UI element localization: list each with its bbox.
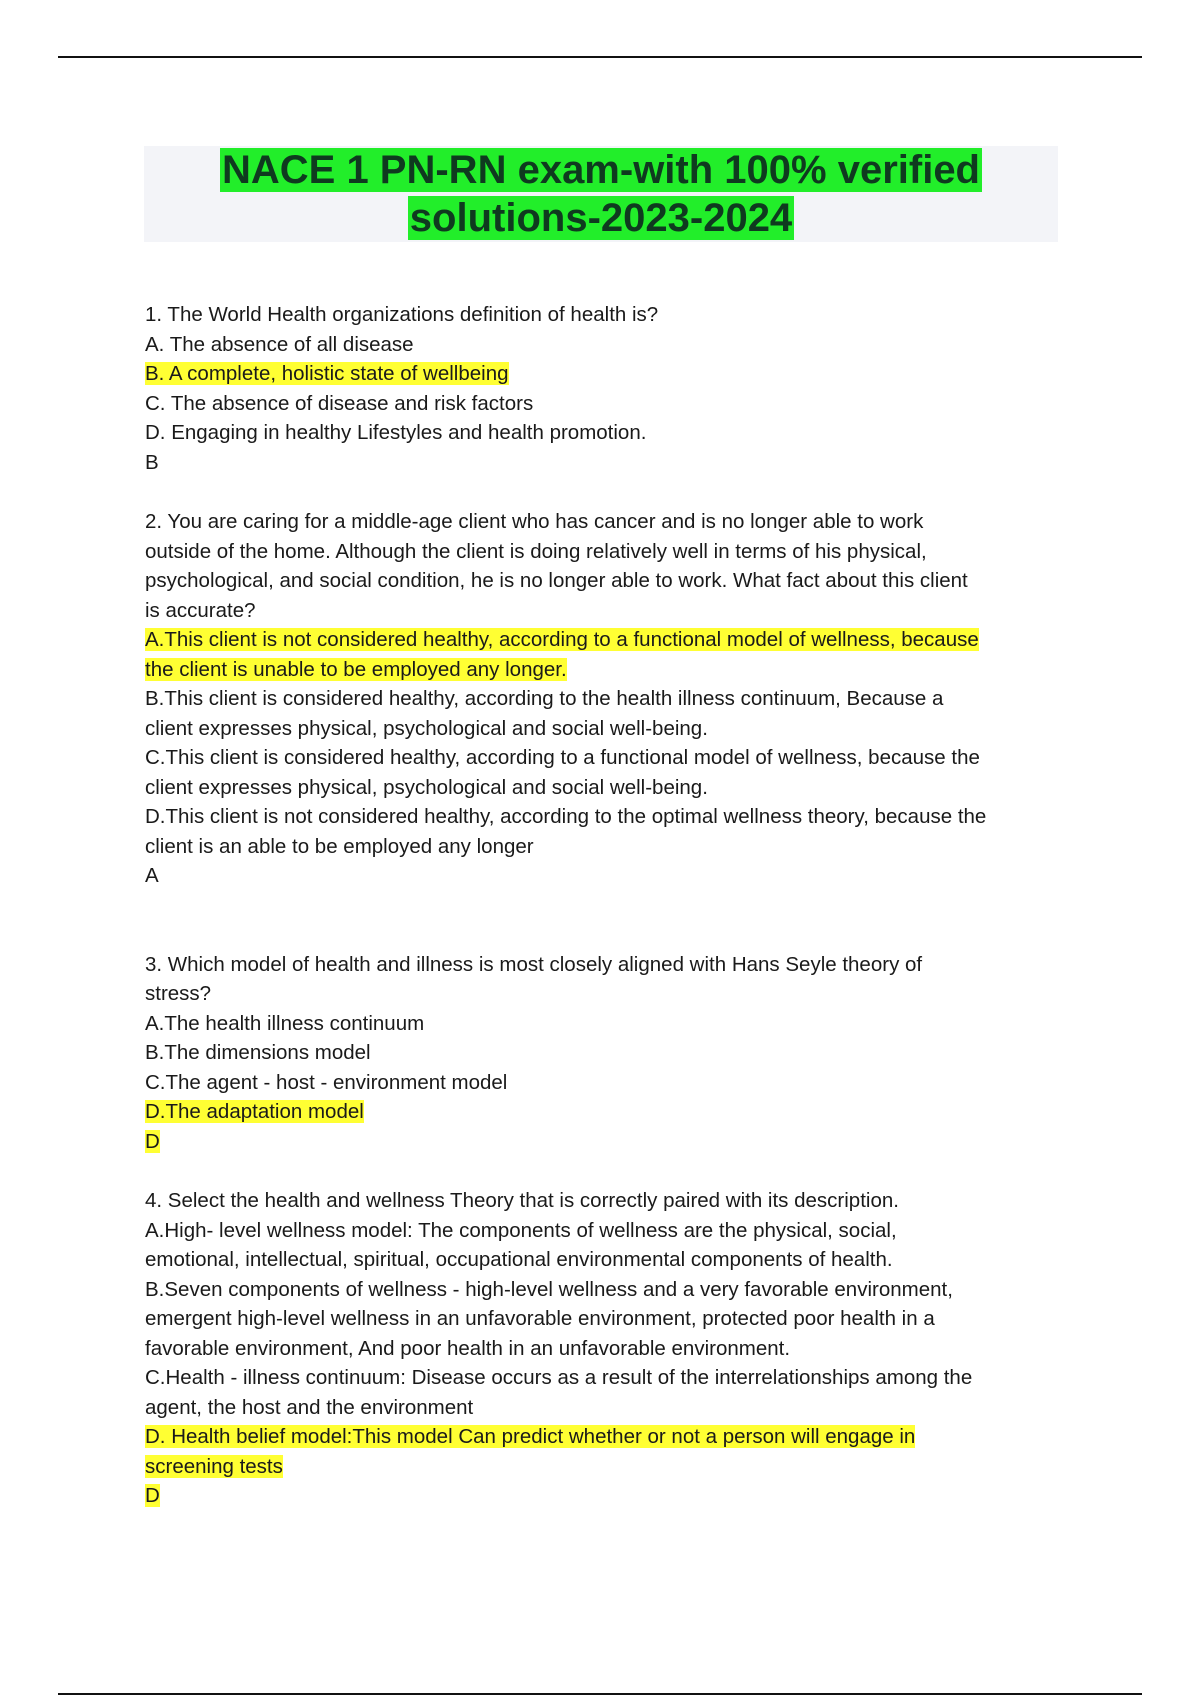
question-3-prompt-line: 3. Which model of health and illness is most closely aligned with Hans Seyle theory of: [145, 952, 923, 976]
question-2-option-c: client expresses physical, psychological and social well-being.: [145, 775, 708, 799]
question-1-option-a: A. The absence of all disease: [145, 332, 414, 356]
question-2-option-d: D.This client is not considered healthy, according to the optimal wellness theory, because the: [145, 805, 987, 828]
question-4-option-b: emergent high-level wellness in an unfavorable environment, protected poor health in a: [145, 1307, 935, 1330]
question-1-prompt: 1. The World Health organizations definition of health is?: [145, 303, 659, 326]
question-4: [145, 1186, 1065, 1511]
question-4-option-b: favorable environment, And poor health in an unfavorable environment.: [145, 1336, 791, 1360]
question-2-option-d: client is an able to be employed any longer: [145, 834, 534, 858]
question-4-option-c: agent, the host and the environment: [145, 1395, 474, 1419]
question-2-option-a: [145, 625, 1065, 655]
question-4-option-a: A.High- level wellness model: The components of wellness are the physical, social,: [145, 1218, 897, 1242]
question-4-option-b: B.Seven components of wellness - high-level wellness and a very favorable environment,: [145, 1277, 953, 1301]
top-rule: [58, 56, 1142, 58]
answer-highlight: B. A complete, holistic state of wellbeing: [145, 362, 509, 385]
question-2-option-a: [145, 655, 1065, 685]
question-3-option-c: C.The agent - host - environment model: [145, 1070, 508, 1094]
answer-highlight: screening tests: [145, 1454, 283, 1478]
question-1-option-b: [145, 359, 1065, 389]
question-2-prompt-line: is accurate?: [145, 598, 256, 622]
question-2: [145, 507, 1065, 891]
question-2-option-b: client expresses physical, psychological and social well-being.: [145, 716, 708, 740]
answer-highlight: D: [145, 1484, 160, 1507]
question-3-prompt-line: stress?: [145, 982, 212, 1005]
question-2-prompt-line: psychological, and social condition, he is no longer able to work. What fact about this client: [145, 569, 968, 592]
question-4-prompt: 4. Select the health and wellness Theory that is correctly paired with its description.: [145, 1189, 899, 1212]
question-1-answer: B: [145, 450, 159, 474]
question-4-answer: [145, 1481, 1065, 1511]
title-box: [144, 146, 1058, 242]
document-body: [145, 300, 1065, 1511]
question-1: [145, 300, 1065, 477]
question-2-option-b: B.This client is considered healthy, according to the health illness continuum, Because a: [145, 687, 944, 710]
question-3-option-a: A.The health illness continuum: [145, 1011, 425, 1035]
title-text-2: solutions-2023-2024: [409, 196, 793, 240]
question-4-option-a: emotional, intellectual, spiritual, occupational environmental components of health.: [145, 1248, 893, 1271]
answer-highlight: A.This client is not considered healthy, according to a functional model of wellness, because: [145, 628, 979, 651]
question-4-option-d: [145, 1422, 1065, 1452]
answer-highlight: the client is unable to be employed any longer.: [145, 657, 567, 681]
question-3-answer: [145, 1127, 1065, 1157]
question-3: [145, 950, 1065, 1157]
question-2-option-c: C.This client is considered healthy, according to a functional model of wellness, because the: [145, 746, 980, 769]
question-2-prompt-line: outside of the home. Although the client is doing relatively well in terms of his physical,: [145, 539, 927, 563]
question-1-option-c: C. The absence of disease and risk factors: [145, 391, 534, 415]
bottom-rule: [58, 1693, 1142, 1695]
title-line-1: [144, 146, 1058, 194]
question-2-prompt-line: 2. You are caring for a middle-age client who has cancer and is no longer able to work: [145, 510, 924, 533]
answer-highlight: D.The adaptation model: [145, 1100, 364, 1123]
question-2-answer: A: [145, 864, 159, 887]
question-3-option-d: [145, 1097, 1065, 1127]
question-1-option-d: D. Engaging in healthy Lifestyles and health promotion.: [145, 421, 647, 444]
title-text-1: NACE 1 PN-RN exam-with 100% verified: [221, 148, 980, 192]
title-line-2: [144, 194, 1058, 242]
answer-highlight: D: [145, 1129, 160, 1153]
question-3-option-b: B.The dimensions model: [145, 1041, 371, 1064]
answer-highlight: D. Health belief model:This model Can predict whether or not a person will engage in: [145, 1425, 916, 1448]
question-4-option-d: [145, 1452, 1065, 1482]
question-4-option-c: C.Health - illness continuum: Disease occurs as a result of the interrelationships among the: [145, 1366, 973, 1389]
